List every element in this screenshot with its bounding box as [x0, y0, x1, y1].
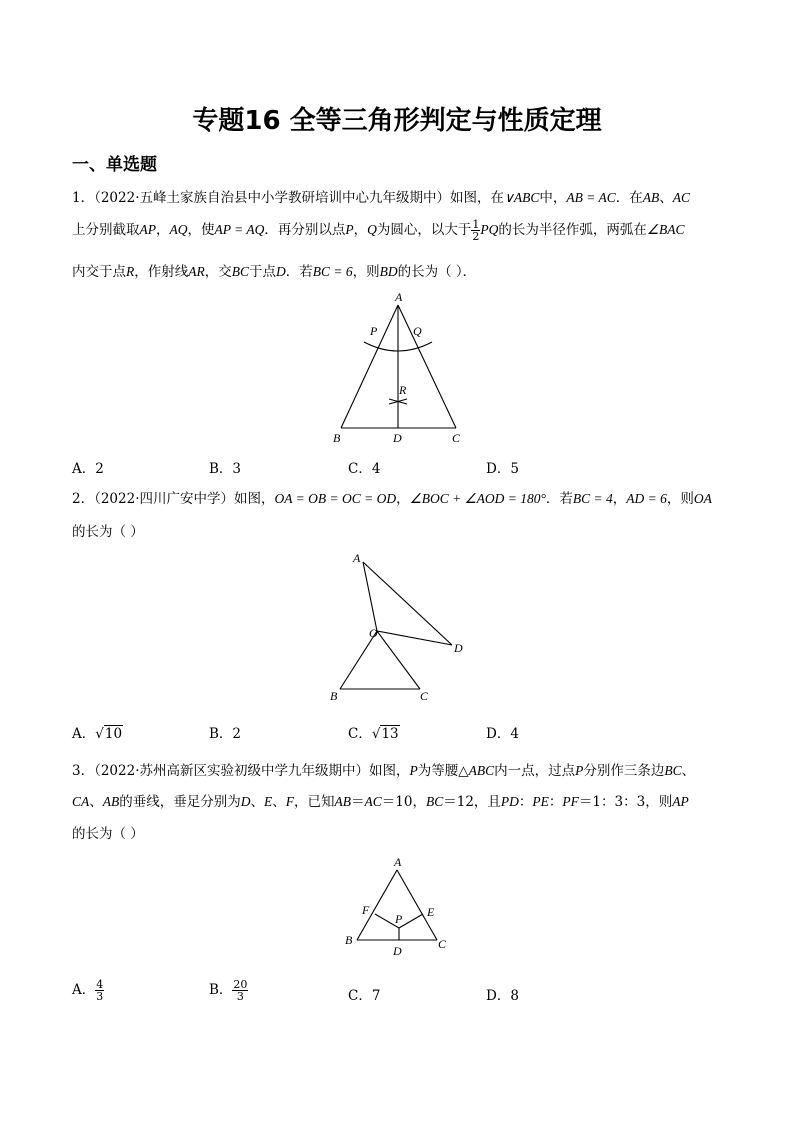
q1-label-d: D: [393, 431, 402, 445]
q2-segment-oc: [377, 631, 420, 689]
q2-label-d: D: [454, 641, 463, 655]
q1-label-q: Q: [413, 324, 422, 338]
q3-option-b: B． $\frac{20}{3}$: [209, 978, 248, 1003]
sqrt-icon: √10: [95, 726, 123, 742]
q2-label-o: O: [369, 626, 378, 640]
page-title: 专题16 全等三角形判定与性质定理: [192, 106, 602, 136]
q1-line-1: 1．（2022·五峰土家族自治县中小学教研培训中心九年级期中）如图，在∨ABC中，AB = AC．在AB、AC: [72, 190, 691, 206]
q2-option-a: A．√10: [72, 726, 123, 742]
q1-option-d: D．5: [486, 461, 519, 477]
q2-option-c: C．√13: [348, 726, 399, 742]
q3-label-c: C: [438, 937, 447, 951]
q1-triangle-symbol: ∨: [504, 190, 514, 205]
q3-option-c: C．7: [348, 988, 381, 1004]
q3-label-d: D: [393, 944, 402, 958]
q2-line-1: 2．（2022·四川广安中学）如图，OA = OB = OC = OD，∠BOC + ∠AOD = 180°．若BC = 4，AD = 6，则OA: [72, 491, 712, 507]
q2-line-2: 的长为（ ）: [72, 524, 144, 540]
q1-option-c: C．4: [348, 461, 381, 477]
sqrt-icon: √13: [371, 726, 399, 742]
q3-label-f: F: [362, 903, 370, 917]
q2-segment-od: [377, 631, 452, 645]
q1-label-c: C: [452, 431, 461, 445]
q2-option-b: B．2: [209, 726, 242, 742]
q2-label-b: B: [330, 689, 338, 703]
q1-option-b: B．3: [209, 461, 242, 477]
q1-fraction-half: $\frac{1}{2}$: [472, 218, 480, 243]
q3-option-a: A． $\frac{4}{3}$: [72, 978, 104, 1003]
q1-label-b: B: [333, 431, 341, 445]
q3-perp-pe: [399, 914, 423, 928]
q1-side-ac: [398, 305, 456, 428]
q1-line-3: 内交于点R，作射线AR，交BC于点D．若BC = 6，则BD的长为（ ）．: [72, 264, 477, 280]
q3-line-2: CA、AB的垂线，垂足分别为D、E、F，已知AB＝AC＝10，BC＝12，且PD：PE：PF＝1：3：3，则AP: [72, 794, 689, 810]
q3-label-p: P: [395, 912, 403, 926]
q1-label-r: R: [399, 383, 407, 397]
q2-option-d: D．4: [486, 726, 519, 742]
q3-line-3: 的长为（ ）: [72, 826, 144, 842]
q1-line-2: 上分别截取AP，AQ，使AP = AQ．再分别以点P，Q为圆心，以大于 $\frac{1}{2}$ PQ的长为半径作弧，两弧在∠BAC: [72, 218, 685, 243]
q3-option-d: D．8: [486, 988, 519, 1004]
q1-option-a: A．2: [72, 461, 104, 477]
section-heading: 一、单选题: [72, 155, 157, 175]
q3-label-b: B: [345, 933, 353, 947]
q2-label-c: C: [420, 689, 429, 703]
q3-label-e: E: [427, 905, 435, 919]
q1-label-p: P: [370, 324, 378, 338]
q1-label-a: A: [395, 290, 403, 304]
q2-label-a: A: [353, 551, 361, 565]
q3-label-a: A: [394, 855, 402, 869]
q3-line-1: 3．（2022·苏州高新区实验初级中学九年级期中）如图，P为等腰△ABC内一点，过点P分别作三条边BC、: [72, 763, 696, 779]
